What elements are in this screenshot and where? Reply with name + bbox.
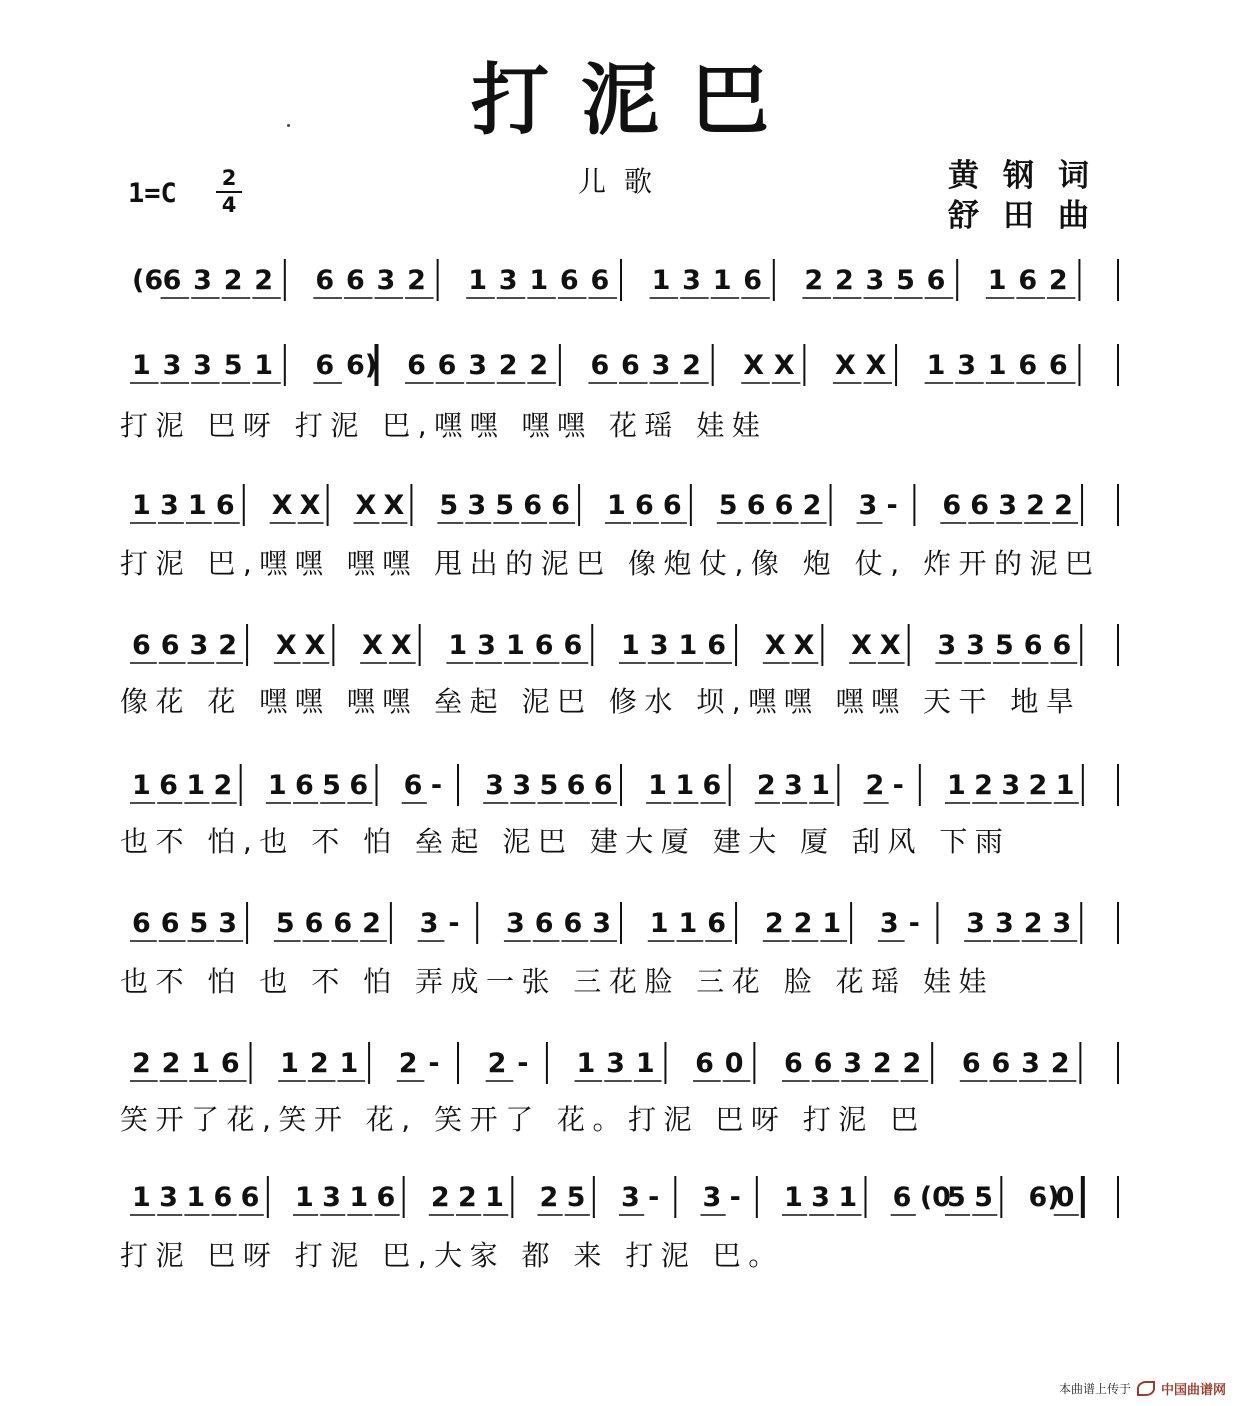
lyric-line: 笑开了花,笑开 花, 笑开了 花。打泥 巴呀 打泥 巴 bbox=[120, 1103, 926, 1136]
note: 6 bbox=[295, 770, 314, 801]
note: 5 bbox=[495, 490, 515, 521]
note: 2 bbox=[682, 350, 701, 381]
note: 1 bbox=[784, 1182, 803, 1213]
note: 6 bbox=[566, 770, 586, 801]
staff-system bbox=[0, 1028, 1240, 1088]
note: 2 bbox=[430, 1182, 450, 1213]
note: 6 bbox=[403, 770, 423, 801]
note: 1 bbox=[1055, 770, 1075, 801]
note: 2 bbox=[872, 1048, 892, 1079]
staff-system bbox=[0, 330, 1240, 390]
note: 3 bbox=[376, 265, 396, 296]
note: X bbox=[764, 630, 786, 661]
key-signature: 1=C bbox=[128, 178, 177, 209]
note: 3 bbox=[189, 630, 209, 661]
note: - bbox=[648, 1182, 660, 1213]
note: 1 bbox=[621, 630, 640, 661]
note: 6 bbox=[707, 630, 727, 661]
note: 3 bbox=[651, 350, 671, 381]
note: 2 bbox=[834, 265, 854, 296]
note: 2 bbox=[362, 908, 381, 939]
staff-notation bbox=[0, 245, 1240, 325]
note: 2 bbox=[865, 770, 885, 801]
note: 5 bbox=[223, 350, 243, 381]
time-signature-denominator: 4 bbox=[216, 191, 242, 216]
note: 6 bbox=[160, 630, 180, 661]
note: 2 bbox=[539, 1182, 559, 1213]
note: 1 bbox=[448, 630, 468, 661]
song-title: 打泥巴 bbox=[470, 55, 801, 146]
note: 1 bbox=[339, 1048, 359, 1079]
note: 6 bbox=[774, 490, 794, 521]
note: 1 bbox=[926, 350, 946, 381]
note: 6 bbox=[926, 265, 946, 296]
staff-notation bbox=[0, 888, 1240, 968]
note: 6 bbox=[1023, 630, 1043, 661]
note: 1 bbox=[635, 1048, 655, 1079]
note: 6 bbox=[523, 490, 542, 521]
note: 2 bbox=[458, 1182, 477, 1213]
note: 2 bbox=[529, 350, 549, 381]
note: 1 bbox=[678, 908, 698, 939]
note: 6 bbox=[662, 490, 682, 521]
note: 1 bbox=[187, 490, 207, 521]
note: 3 bbox=[966, 630, 985, 661]
note: 2 bbox=[407, 265, 426, 296]
note: 2 bbox=[487, 1048, 507, 1079]
note: 1 bbox=[822, 908, 842, 939]
note: 6 bbox=[376, 1182, 396, 1213]
note: 3 bbox=[468, 350, 487, 381]
note: 3 bbox=[865, 265, 885, 296]
note: 6 bbox=[961, 1048, 981, 1079]
note: 3 bbox=[1052, 908, 1072, 939]
note: 1 bbox=[649, 908, 669, 939]
note: 6 bbox=[743, 265, 763, 296]
staff-system bbox=[0, 470, 1240, 530]
lyric-line: 打泥 巴呀 打泥 巴,嘿嘿 嘿嘿 花瑶 娃娃 bbox=[120, 409, 768, 442]
note: 6 bbox=[160, 908, 180, 939]
note: X bbox=[879, 630, 901, 661]
note: 3 bbox=[621, 1182, 640, 1213]
note: 1 bbox=[349, 1182, 369, 1213]
note: - bbox=[892, 770, 904, 801]
note: X bbox=[793, 630, 815, 661]
note: 1 bbox=[838, 1182, 858, 1213]
note: X bbox=[851, 630, 872, 661]
note: 3 bbox=[419, 908, 439, 939]
note: 1 bbox=[987, 350, 1007, 381]
note: - bbox=[729, 1182, 741, 1213]
note: 5 bbox=[718, 490, 738, 521]
note: 3 bbox=[218, 908, 238, 939]
staff-notation bbox=[0, 330, 1240, 410]
note: 3 bbox=[957, 350, 976, 381]
note: X bbox=[299, 490, 321, 521]
note: 3 bbox=[994, 908, 1014, 939]
note: 3 bbox=[193, 265, 212, 296]
note: 3 bbox=[858, 490, 878, 521]
note: 1 bbox=[651, 265, 671, 296]
time-signature-numerator: 2 bbox=[221, 166, 237, 190]
note: 5 bbox=[947, 1182, 966, 1213]
lyricist-credit: 黄钢词 bbox=[948, 158, 1113, 194]
note: 3 bbox=[159, 490, 179, 521]
note: 6 bbox=[590, 350, 610, 381]
note: 6 bbox=[345, 265, 365, 296]
note: 2 bbox=[1048, 265, 1068, 296]
note: 6 bbox=[942, 490, 962, 521]
staff-notation bbox=[0, 750, 1240, 830]
note: 1 bbox=[132, 770, 151, 801]
note: 3 bbox=[1021, 1048, 1040, 1079]
note: 3 bbox=[592, 908, 612, 939]
note: 1 bbox=[186, 1182, 206, 1213]
note: 6 bbox=[534, 908, 554, 939]
note: 3 bbox=[193, 350, 212, 381]
note: 6 bbox=[215, 490, 235, 521]
note: X bbox=[743, 350, 765, 381]
note: 6 bbox=[1048, 350, 1068, 381]
note: - bbox=[908, 908, 920, 939]
note: 5 bbox=[974, 1182, 993, 1213]
time-signature bbox=[216, 168, 242, 216]
note: 3 bbox=[811, 1182, 830, 1213]
note: 1 bbox=[191, 1048, 211, 1079]
note: 2 bbox=[309, 1048, 329, 1079]
staff-notation bbox=[0, 610, 1240, 690]
note: 3 bbox=[784, 770, 803, 801]
note: X bbox=[383, 490, 405, 521]
note: 2 bbox=[1026, 490, 1045, 521]
note: 1 bbox=[811, 770, 830, 801]
note: 1 bbox=[529, 265, 549, 296]
note: 3 bbox=[702, 1182, 722, 1213]
note: 2 bbox=[793, 908, 813, 939]
note: 6 bbox=[695, 1048, 714, 1079]
note: - bbox=[517, 1048, 529, 1079]
note: 1 bbox=[468, 265, 487, 296]
staff-system bbox=[0, 245, 1240, 305]
staff-notation bbox=[0, 1028, 1240, 1108]
note: 6 bbox=[746, 490, 766, 521]
note: 6 bbox=[621, 350, 640, 381]
note: 6 bbox=[159, 770, 178, 801]
speck bbox=[287, 124, 290, 127]
note: X bbox=[275, 630, 297, 661]
note: 2 bbox=[974, 770, 993, 801]
lyric-line: 打泥 巴呀 打泥 巴,大家 都 来 打泥 巴。 bbox=[120, 1239, 784, 1272]
note: X bbox=[355, 490, 377, 521]
note: X bbox=[271, 490, 293, 521]
note: 6 bbox=[590, 265, 610, 296]
note: 3 bbox=[322, 1182, 341, 1213]
note: 3 bbox=[1001, 770, 1021, 801]
note: 6 bbox=[304, 908, 324, 939]
note: 1 bbox=[712, 265, 732, 296]
note: 3 bbox=[485, 770, 504, 801]
note: 2 bbox=[1054, 490, 1073, 521]
note: 2 bbox=[213, 770, 233, 801]
note: 0 bbox=[1055, 1182, 1075, 1213]
staff-system bbox=[0, 1162, 1240, 1222]
note: 6 bbox=[315, 350, 335, 381]
note: 2 bbox=[1050, 1048, 1070, 1079]
note: (0 bbox=[919, 1182, 951, 1213]
lyric-line: 也不 怕 也 不 怕 弄成一张 三花脸 三花 脸 花瑶 娃娃 bbox=[120, 965, 995, 998]
note: 6 bbox=[593, 770, 613, 801]
staff-system bbox=[0, 610, 1240, 670]
note: 2 bbox=[1023, 908, 1043, 939]
note: 1 bbox=[267, 770, 287, 801]
note: 6 bbox=[551, 490, 570, 521]
note: 3 bbox=[159, 1182, 178, 1213]
note: 1 bbox=[485, 1182, 504, 1213]
note: 3 bbox=[937, 630, 957, 661]
note: 6) bbox=[1028, 1182, 1060, 1213]
note: (6 bbox=[132, 265, 164, 296]
note: 3 bbox=[498, 265, 518, 296]
site-name: 中国曲谱网 bbox=[1160, 1383, 1226, 1398]
lyric-line: 也不 怕,也 不 怕 垒起 泥巴 建大厦 建大 厦 刮风 下雨 bbox=[120, 825, 1011, 858]
note: 6 bbox=[132, 908, 151, 939]
note: 3 bbox=[162, 350, 182, 381]
lyric-line: 像花 花 嘿嘿 嘿嘿 垒起 泥巴 修水 坝,嘿嘿 嘿嘿 天干 地旱 bbox=[120, 685, 1082, 718]
staff-notation bbox=[0, 470, 1240, 550]
note: 6 bbox=[240, 1182, 260, 1213]
note: 1 bbox=[947, 770, 966, 801]
note: X bbox=[865, 350, 887, 381]
note: 1 bbox=[675, 770, 695, 801]
note: 6 bbox=[407, 350, 426, 381]
composer-credit: 舒田曲 bbox=[948, 198, 1113, 234]
note: 3 bbox=[879, 908, 899, 939]
note: 6 bbox=[784, 1048, 803, 1079]
note: X bbox=[362, 630, 383, 661]
note: 6 bbox=[634, 490, 654, 521]
note: 1 bbox=[132, 1182, 151, 1213]
note: 2 bbox=[498, 350, 518, 381]
note: 6 bbox=[970, 490, 990, 521]
note: 2 bbox=[132, 1048, 151, 1079]
note: 3 bbox=[477, 630, 496, 661]
note: 6 bbox=[162, 265, 182, 296]
note: 1 bbox=[186, 770, 206, 801]
note: 3 bbox=[606, 1048, 625, 1079]
note: 1 bbox=[576, 1048, 596, 1079]
note: 2 bbox=[802, 490, 822, 521]
note: 6) bbox=[345, 350, 378, 381]
note: 6 bbox=[563, 908, 583, 939]
note: 6 bbox=[349, 770, 369, 801]
note: 5 bbox=[322, 770, 341, 801]
note: 6 bbox=[559, 265, 579, 296]
note: 5 bbox=[189, 908, 209, 939]
site-logo-icon bbox=[1137, 1381, 1155, 1396]
note: 5 bbox=[539, 770, 559, 801]
staff-system bbox=[0, 888, 1240, 948]
note: 2 bbox=[1028, 770, 1048, 801]
note: 1 bbox=[132, 490, 151, 521]
note: X bbox=[304, 630, 326, 661]
note: 6 bbox=[220, 1048, 240, 1079]
note: 6 bbox=[213, 1182, 233, 1213]
upload-note: 本曲谱上传于 bbox=[1058, 1382, 1131, 1396]
note: - bbox=[428, 1048, 440, 1079]
footer bbox=[1059, 1379, 1226, 1398]
note: 6 bbox=[1052, 630, 1072, 661]
note: 6 bbox=[707, 908, 727, 939]
note: 2 bbox=[254, 265, 274, 296]
note: 3 bbox=[467, 490, 487, 521]
note: 6 bbox=[892, 1182, 912, 1213]
note: 6 bbox=[132, 630, 151, 661]
note: 6 bbox=[333, 908, 353, 939]
note: 0 bbox=[724, 1048, 744, 1079]
note: 5 bbox=[439, 490, 459, 521]
note: - bbox=[448, 908, 460, 939]
note: 5 bbox=[566, 1182, 586, 1213]
note: 3 bbox=[966, 908, 985, 939]
staff-system bbox=[0, 750, 1240, 810]
note: 6 bbox=[534, 630, 554, 661]
note: 2 bbox=[756, 770, 776, 801]
note: X bbox=[834, 350, 856, 381]
note: 1 bbox=[295, 1182, 314, 1213]
genre-label: 儿歌 bbox=[578, 165, 671, 198]
note: 3 bbox=[512, 770, 532, 801]
staff-notation bbox=[0, 1162, 1240, 1242]
note: 2 bbox=[764, 908, 784, 939]
note: 6 bbox=[1018, 265, 1038, 296]
note: 2 bbox=[398, 1048, 418, 1079]
note: 1 bbox=[987, 265, 1007, 296]
note: 2 bbox=[218, 630, 238, 661]
note: 3 bbox=[649, 630, 669, 661]
note: 3 bbox=[682, 265, 701, 296]
note: 5 bbox=[896, 265, 915, 296]
lyric-line: 打泥 巴,嘿嘿 嘿嘿 甩出的泥巴 像炮仗,像 炮 仗, 炸开的泥巴 bbox=[120, 547, 1101, 580]
note: X bbox=[773, 350, 795, 381]
note: 5 bbox=[275, 908, 295, 939]
note: 6 bbox=[315, 265, 335, 296]
note: 1 bbox=[254, 350, 274, 381]
note: 6 bbox=[991, 1048, 1011, 1079]
note: 1 bbox=[132, 350, 151, 381]
note: 6 bbox=[437, 350, 457, 381]
note: 1 bbox=[280, 1048, 299, 1079]
note: 3 bbox=[843, 1048, 863, 1079]
note: 5 bbox=[994, 630, 1014, 661]
note: 1 bbox=[607, 490, 626, 521]
note: 2 bbox=[804, 265, 824, 296]
note: - bbox=[886, 490, 898, 521]
note: 2 bbox=[223, 265, 243, 296]
note: X bbox=[390, 630, 412, 661]
note: 3 bbox=[505, 908, 525, 939]
note: 3 bbox=[998, 490, 1018, 521]
note: - bbox=[430, 770, 443, 801]
note: 6 bbox=[1018, 350, 1038, 381]
note: 6 bbox=[813, 1048, 833, 1079]
note: 2 bbox=[161, 1048, 181, 1079]
note: 6 bbox=[563, 630, 583, 661]
note: 2 bbox=[902, 1048, 922, 1079]
note: 1 bbox=[505, 630, 525, 661]
note: 1 bbox=[648, 770, 667, 801]
note: 1 bbox=[678, 630, 698, 661]
note: 6 bbox=[702, 770, 722, 801]
